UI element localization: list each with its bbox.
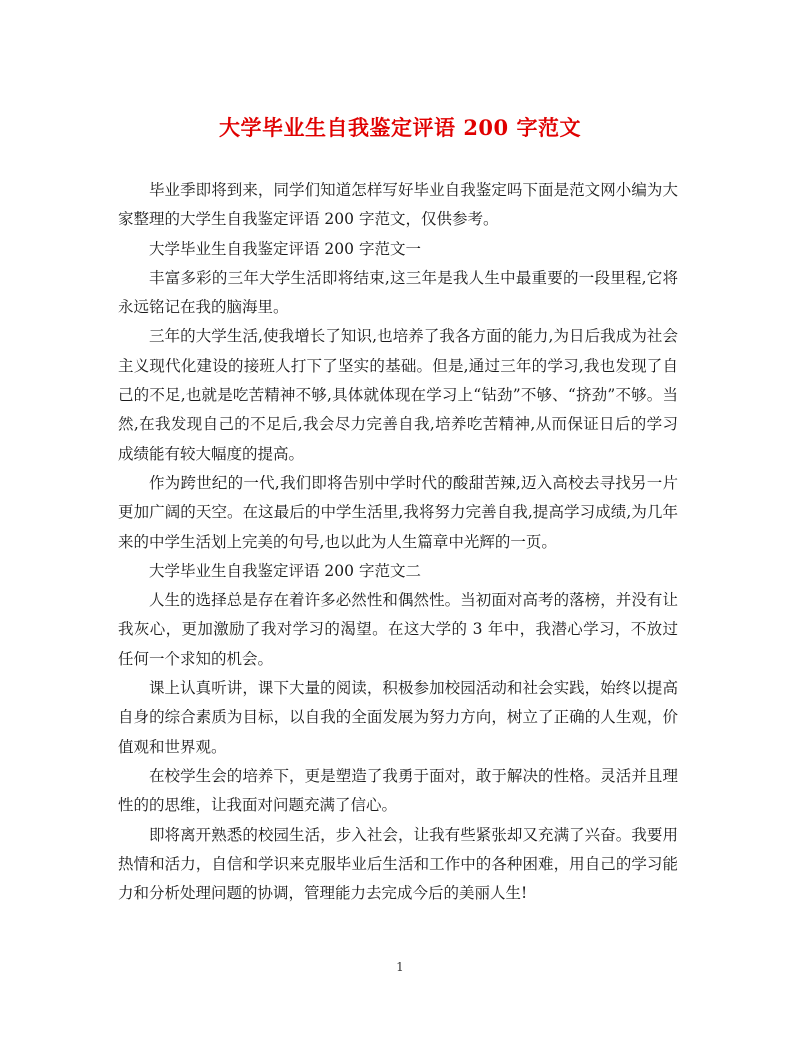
section-heading-2: 大学毕业生自我鉴定评语 200 字范文二	[149, 561, 421, 580]
paragraph: 即将离开熟悉的校园生活，步入社会，让我有些紧张却又充满了兴奋。我要用热情和活力，自信和学识来克服毕业后生活和工作中的各种困难，用自己的学习能力和分析处理问题的协调，管理能力去完成今后的美丽人生!	[118, 825, 678, 903]
paragraph: 三年的大学生活,使我增长了知识,也培养了我各方面的能力,为日后我成为社会主义现代化建设的接班人打下了坚实的基础。但是,通过三年的学习,我也发现了自己的不足,也就是吃苦精神不够,具体就体现在学习上“钻劲”不够、“挤劲”不够。当然,在我发现自己的不足后,我会尽力完善自我,培养吃苦精神,从而保证日后的学习成绩能有较大幅度的提高。	[118, 327, 678, 463]
paragraph: 丰富多彩的三年大学生活即将结束,这三年是我人生中最重要的一段里程,它将永远铭记在我的脑海里。	[118, 268, 678, 317]
page-number: 1	[396, 960, 404, 974]
paragraph: 作为跨世纪的一代,我们即将告别中学时代的酸甜苦辣,迈入高校去寻找另一片更加广阔的天空。在这最后的中学生活里,我将努力完善自我,提高学习成绩,为几年来的中学生活划上完美的句号,也以此为人生篇章中光辉的一页。	[118, 473, 678, 551]
document-body	[118, 176, 678, 908]
paragraph: 人生的选择总是存在着许多必然性和偶然性。当初面对高考的落榜，并没有让我灰心，更加激励了我对学习的渴望。在这大学的 3 年中，我潜心学习，不放过任何一个求知的机会。	[118, 591, 678, 668]
document-title: 大学毕业生自我鉴定评语 200 字范文	[219, 115, 581, 140]
paragraph: 在校学生会的培养下，更是塑造了我勇于面对，敢于解决的性格。灵活并且理性的的思维，让我面对问题充满了信心。	[118, 766, 678, 815]
section-heading-1: 大学毕业生自我鉴定评语 200 字范文一	[149, 239, 421, 258]
paragraph-intro: 毕业季即将到来，同学们知道怎样写好毕业自我鉴定吗下面是范文网小编为大家整理的大学生自我鉴定评语 200 字范文，仅供参考。	[118, 181, 678, 229]
paragraph: 课上认真听讲，课下大量的阅读，积极参加校园活动和社会实践，始终以提高自身的综合素质为目标，以自我的全面发展为努力方向，树立了正确的人生观，价值观和世界观。	[118, 679, 678, 756]
